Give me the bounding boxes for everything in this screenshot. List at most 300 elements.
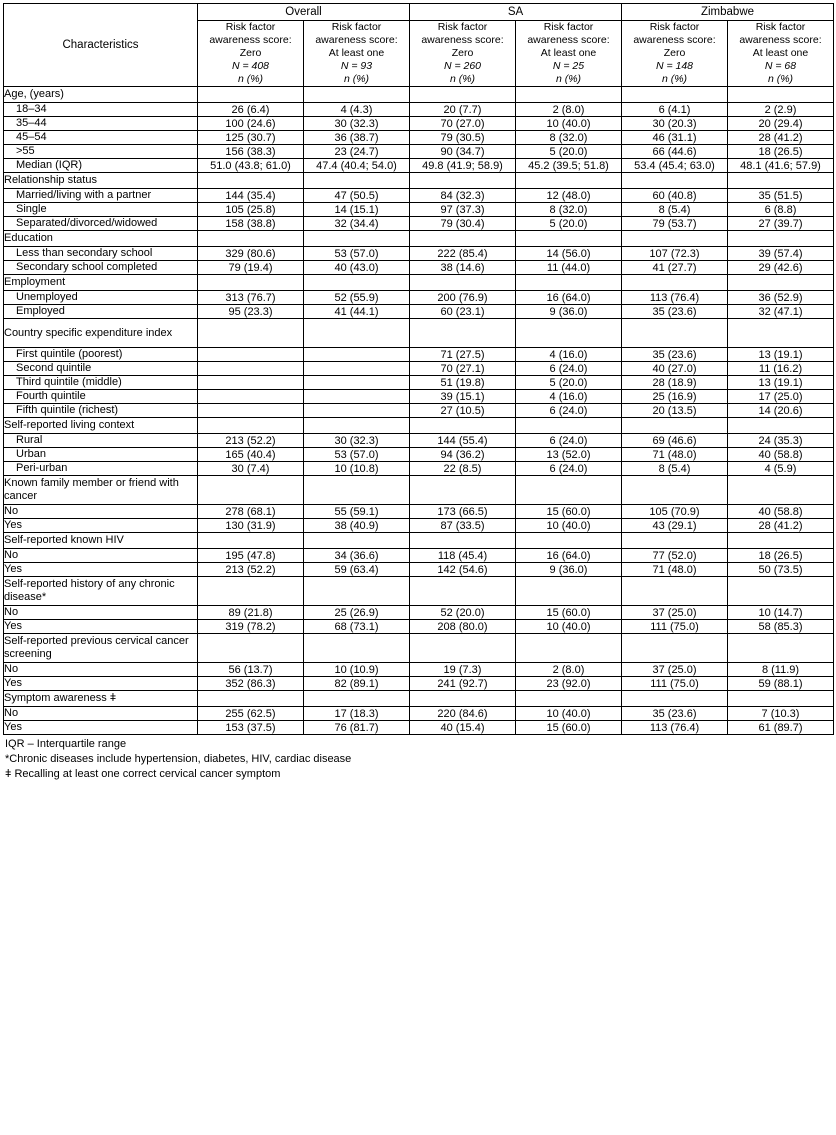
- row-label: Yes: [4, 620, 198, 634]
- colhdr-line3: Zero: [451, 47, 474, 59]
- table-cell: 90 (34.7): [410, 145, 516, 159]
- table-cell: [728, 533, 834, 549]
- row-label: Yes: [4, 519, 198, 533]
- table-cell: [728, 173, 834, 189]
- table-cell: 9 (36.0): [516, 563, 622, 577]
- row-label: First quintile (poorest): [4, 348, 198, 362]
- table-cell: [304, 348, 410, 362]
- table-cell: 200 (76.9): [410, 291, 516, 305]
- table-row: [4, 677, 834, 691]
- table-cell: [304, 476, 410, 505]
- footnotes: [3, 735, 833, 782]
- colhdr-line2: awareness score:: [209, 34, 292, 46]
- table-head: [4, 4, 834, 87]
- table-cell: 84 (32.3): [410, 189, 516, 203]
- group-header-sa: SA: [410, 4, 622, 21]
- table-cell: 79 (53.7): [622, 217, 728, 231]
- table-cell: 5 (20.0): [516, 145, 622, 159]
- table-row: [4, 707, 834, 721]
- row-label: Self-reported history of any chronic disease*: [4, 577, 198, 606]
- table-cell: 70 (27.1): [410, 362, 516, 376]
- table-cell: 144 (35.4): [198, 189, 304, 203]
- table-cell: 76 (81.7): [304, 721, 410, 735]
- row-label: Self-reported known HIV: [4, 533, 198, 549]
- table-cell: 34 (36.6): [304, 549, 410, 563]
- table-cell: 220 (84.6): [410, 707, 516, 721]
- table-cell: 17 (18.3): [304, 707, 410, 721]
- table-cell: 6 (8.8): [728, 203, 834, 217]
- table-cell: [516, 418, 622, 434]
- table-cell: 2 (2.9): [728, 103, 834, 117]
- table-cell: [410, 275, 516, 291]
- row-label: No: [4, 606, 198, 620]
- colhdr-line2: awareness score:: [527, 34, 610, 46]
- table-cell: 56 (13.7): [198, 663, 304, 677]
- table-cell: 142 (54.6): [410, 563, 516, 577]
- table-cell: 87 (33.5): [410, 519, 516, 533]
- table-cell: [622, 87, 728, 103]
- table-cell: 5 (20.0): [516, 376, 622, 390]
- table-cell: 24 (35.3): [728, 434, 834, 448]
- colhdr-line5: n (%): [237, 73, 264, 85]
- characteristics-table: [3, 3, 834, 735]
- table-cell: 36 (52.9): [728, 291, 834, 305]
- table-cell: [516, 231, 622, 247]
- table-cell: 319 (78.2): [198, 620, 304, 634]
- column-header-zimbabwe-zero: [622, 21, 728, 87]
- table-row: [4, 217, 834, 231]
- table-cell: 19 (7.3): [410, 663, 516, 677]
- table-row: [4, 261, 834, 275]
- table-cell: 60 (40.8): [622, 189, 728, 203]
- table-cell: [622, 577, 728, 606]
- colhdr-line4: N = 408: [231, 60, 270, 72]
- colhdr-line4: N = 260: [443, 60, 482, 72]
- table-cell: [198, 533, 304, 549]
- group-header-overall: Overall: [198, 4, 410, 21]
- table-cell: 2 (8.0): [516, 103, 622, 117]
- table-row: [4, 173, 834, 189]
- table-cell: 111 (75.0): [622, 677, 728, 691]
- table-cell: 40 (58.8): [728, 505, 834, 519]
- table-row: [4, 721, 834, 735]
- table-cell: 156 (38.3): [198, 145, 304, 159]
- table-cell: [198, 376, 304, 390]
- colhdr-line5: n (%): [555, 73, 582, 85]
- table-cell: [410, 476, 516, 505]
- table-cell: [304, 634, 410, 663]
- table-cell: 28 (41.2): [728, 519, 834, 533]
- table-cell: 94 (36.2): [410, 448, 516, 462]
- table-row: [4, 247, 834, 261]
- table-cell: [516, 691, 622, 707]
- group-header-zimbabwe: Zimbabwe: [622, 4, 834, 21]
- table-cell: 5 (20.0): [516, 217, 622, 231]
- table-cell: [198, 231, 304, 247]
- table-cell: 77 (52.0): [622, 549, 728, 563]
- table-cell: [516, 275, 622, 291]
- table-cell: [304, 376, 410, 390]
- row-label: Yes: [4, 677, 198, 691]
- table-cell: 8 (5.4): [622, 462, 728, 476]
- table-cell: 39 (15.1): [410, 390, 516, 404]
- table-cell: [410, 231, 516, 247]
- table-cell: [728, 691, 834, 707]
- table-row: [4, 362, 834, 376]
- table-cell: 11 (44.0): [516, 261, 622, 275]
- table-cell: 23 (92.0): [516, 677, 622, 691]
- table-cell: 68 (73.1): [304, 620, 410, 634]
- table-cell: [516, 577, 622, 606]
- table-cell: 59 (63.4): [304, 563, 410, 577]
- table-cell: 10 (40.0): [516, 117, 622, 131]
- colhdr-line5: n (%): [661, 73, 688, 85]
- colhdr-line1: Risk factor: [543, 21, 594, 33]
- table-cell: 6 (24.0): [516, 462, 622, 476]
- table-row: [4, 563, 834, 577]
- table-row: [4, 376, 834, 390]
- table-cell: 10 (40.0): [516, 620, 622, 634]
- table-cell: [516, 476, 622, 505]
- table-row: [4, 505, 834, 519]
- table-cell: 11 (16.2): [728, 362, 834, 376]
- table-cell: 329 (80.6): [198, 247, 304, 261]
- table-row: [4, 231, 834, 247]
- table-cell: [304, 362, 410, 376]
- table-cell: 95 (23.3): [198, 305, 304, 319]
- row-label: Known family member or friend with cancer: [4, 476, 198, 505]
- table-cell: 15 (60.0): [516, 721, 622, 735]
- table-cell: 50 (73.5): [728, 563, 834, 577]
- table-cell: 79 (30.5): [410, 131, 516, 145]
- table-cell: 13 (19.1): [728, 376, 834, 390]
- table-cell: 278 (68.1): [198, 505, 304, 519]
- table-cell: 60 (23.1): [410, 305, 516, 319]
- table-cell: 2 (8.0): [516, 663, 622, 677]
- table-row: [4, 606, 834, 620]
- table-cell: [304, 404, 410, 418]
- table-cell: [198, 348, 304, 362]
- table-cell: [622, 691, 728, 707]
- colhdr-line2: awareness score:: [315, 34, 398, 46]
- table-cell: 40 (58.8): [728, 448, 834, 462]
- table-row: [4, 418, 834, 434]
- table-cell: [198, 87, 304, 103]
- colhdr-line1: Risk factor: [755, 21, 806, 33]
- table-cell: 10 (40.0): [516, 707, 622, 721]
- table-cell: [410, 319, 516, 348]
- table-cell: [622, 231, 728, 247]
- table-cell: 12 (48.0): [516, 189, 622, 203]
- table-cell: 70 (27.0): [410, 117, 516, 131]
- table-cell: 105 (70.9): [622, 505, 728, 519]
- table-cell: [728, 577, 834, 606]
- table-cell: [410, 691, 516, 707]
- table-cell: [728, 87, 834, 103]
- table-cell: 15 (60.0): [516, 606, 622, 620]
- table-row: [4, 549, 834, 563]
- table-cell: 46 (31.1): [622, 131, 728, 145]
- table-cell: 241 (92.7): [410, 677, 516, 691]
- table-cell: [198, 691, 304, 707]
- table-cell: [516, 319, 622, 348]
- colhdr-line4: N = 148: [655, 60, 694, 72]
- table-cell: 6 (24.0): [516, 404, 622, 418]
- table-cell: 41 (27.7): [622, 261, 728, 275]
- table-cell: 13 (19.1): [728, 348, 834, 362]
- table-cell: 118 (45.4): [410, 549, 516, 563]
- table-cell: 36 (38.7): [304, 131, 410, 145]
- table-row: [4, 189, 834, 203]
- column-header-sa-zero: [410, 21, 516, 87]
- table-cell: 195 (47.8): [198, 549, 304, 563]
- table-cell: 4 (16.0): [516, 390, 622, 404]
- colhdr-line5: n (%): [343, 73, 370, 85]
- row-label: Separated/divorced/widowed: [4, 217, 198, 231]
- table-cell: 100 (24.6): [198, 117, 304, 131]
- table-cell: 37 (25.0): [622, 606, 728, 620]
- table-cell: 40 (43.0): [304, 261, 410, 275]
- colhdr-line5: n (%): [767, 73, 794, 85]
- table-cell: 48.1 (41.6; 57.9): [728, 159, 834, 173]
- table-cell: [198, 418, 304, 434]
- table-row: [4, 390, 834, 404]
- row-label: Yes: [4, 721, 198, 735]
- table-cell: 9 (36.0): [516, 305, 622, 319]
- table-cell: 40 (15.4): [410, 721, 516, 735]
- column-header-zimbabwe-atleastone: [728, 21, 834, 87]
- table-cell: 52 (55.9): [304, 291, 410, 305]
- table-cell: 165 (40.4): [198, 448, 304, 462]
- colhdr-line3: At least one: [328, 47, 385, 59]
- table-cell: 71 (27.5): [410, 348, 516, 362]
- row-label: Single: [4, 203, 198, 217]
- table-cell: [728, 231, 834, 247]
- colhdr-line5: n (%): [449, 73, 476, 85]
- colhdr-line3: Zero: [663, 47, 686, 59]
- table-cell: [304, 533, 410, 549]
- row-label: Second quintile: [4, 362, 198, 376]
- table-cell: 4 (5.9): [728, 462, 834, 476]
- table-cell: 37 (25.0): [622, 663, 728, 677]
- table-cell: 26 (6.4): [198, 103, 304, 117]
- table-cell: 17 (25.0): [728, 390, 834, 404]
- table-cell: 71 (48.0): [622, 563, 728, 577]
- table-cell: 32 (47.1): [728, 305, 834, 319]
- row-label: Symptom awareness ǂ: [4, 691, 198, 707]
- table-cell: 113 (76.4): [622, 291, 728, 305]
- table-cell: [410, 533, 516, 549]
- table-cell: [198, 634, 304, 663]
- row-label: Rural: [4, 434, 198, 448]
- table-cell: [728, 319, 834, 348]
- table-cell: 8 (32.0): [516, 203, 622, 217]
- table-cell: 61 (89.7): [728, 721, 834, 735]
- table-cell: 55 (59.1): [304, 505, 410, 519]
- table-row: [4, 476, 834, 505]
- row-label: Third quintile (middle): [4, 376, 198, 390]
- table-cell: 14 (56.0): [516, 247, 622, 261]
- row-label: No: [4, 505, 198, 519]
- colhdr-line3: At least one: [752, 47, 809, 59]
- table-cell: 69 (46.6): [622, 434, 728, 448]
- table-row: [4, 691, 834, 707]
- table-row: [4, 404, 834, 418]
- row-label: Unemployed: [4, 291, 198, 305]
- table-cell: 89 (21.8): [198, 606, 304, 620]
- table-row: [4, 448, 834, 462]
- table-cell: 53 (57.0): [304, 247, 410, 261]
- table-row: [4, 145, 834, 159]
- table-cell: 32 (34.4): [304, 217, 410, 231]
- table-row: [4, 348, 834, 362]
- table-cell: 13 (52.0): [516, 448, 622, 462]
- table-cell: 113 (76.4): [622, 721, 728, 735]
- table-cell: 10 (14.7): [728, 606, 834, 620]
- table-cell: 208 (80.0): [410, 620, 516, 634]
- column-header-characteristics: Characteristics: [4, 4, 198, 87]
- table-row: [4, 275, 834, 291]
- table-cell: 41 (44.1): [304, 305, 410, 319]
- table-cell: 352 (86.3): [198, 677, 304, 691]
- row-label: Fourth quintile: [4, 390, 198, 404]
- row-label: >55: [4, 145, 198, 159]
- table-cell: 4 (16.0): [516, 348, 622, 362]
- table-cell: 10 (40.0): [516, 519, 622, 533]
- table-cell: [304, 173, 410, 189]
- table-cell: [304, 691, 410, 707]
- table-cell: [622, 275, 728, 291]
- table-cell: 14 (15.1): [304, 203, 410, 217]
- row-label: Secondary school completed: [4, 261, 198, 275]
- table-cell: [410, 634, 516, 663]
- table-cell: 79 (30.4): [410, 217, 516, 231]
- table-cell: 20 (29.4): [728, 117, 834, 131]
- table-cell: [304, 231, 410, 247]
- table-cell: 125 (30.7): [198, 131, 304, 145]
- row-label: 45–54: [4, 131, 198, 145]
- table-cell: 25 (16.9): [622, 390, 728, 404]
- table-cell: 213 (52.2): [198, 563, 304, 577]
- table-cell: 14 (20.6): [728, 404, 834, 418]
- row-label: Age, (years): [4, 87, 198, 103]
- table-row: [4, 533, 834, 549]
- table-cell: 6 (4.1): [622, 103, 728, 117]
- colhdr-line2: awareness score:: [421, 34, 504, 46]
- colhdr-line2: awareness score:: [633, 34, 716, 46]
- table-cell: 51 (19.8): [410, 376, 516, 390]
- table-cell: [304, 319, 410, 348]
- group-header-row: [4, 4, 834, 21]
- colhdr-line1: Risk factor: [437, 21, 488, 33]
- table-cell: 15 (60.0): [516, 505, 622, 519]
- table-cell: 153 (37.5): [198, 721, 304, 735]
- table-cell: [622, 173, 728, 189]
- colhdr-line1: Risk factor: [225, 21, 276, 33]
- table-cell: 30 (32.3): [304, 117, 410, 131]
- table-cell: 8 (32.0): [516, 131, 622, 145]
- table-cell: 111 (75.0): [622, 620, 728, 634]
- row-label: Fifth quintile (richest): [4, 404, 198, 418]
- table-cell: 59 (88.1): [728, 677, 834, 691]
- table-cell: 82 (89.1): [304, 677, 410, 691]
- table-cell: [728, 275, 834, 291]
- table-cell: 30 (7.4): [198, 462, 304, 476]
- table-cell: [622, 634, 728, 663]
- table-cell: [198, 173, 304, 189]
- table-cell: [410, 418, 516, 434]
- table-cell: 97 (37.3): [410, 203, 516, 217]
- table-cell: [198, 362, 304, 376]
- table-cell: 27 (10.5): [410, 404, 516, 418]
- colhdr-line2: awareness score:: [739, 34, 822, 46]
- table-cell: 35 (23.6): [622, 348, 728, 362]
- table-cell: [304, 577, 410, 606]
- table-cell: 47 (50.5): [304, 189, 410, 203]
- table-row: [4, 87, 834, 103]
- row-label: Self-reported previous cervical cancer screening: [4, 634, 198, 663]
- footnote-chronic: *Chronic diseases include hypertension, diabetes, HIV, cardiac disease: [5, 753, 352, 765]
- table-cell: [516, 533, 622, 549]
- table-cell: 51.0 (43.8; 61.0): [198, 159, 304, 173]
- row-label: 18–34: [4, 103, 198, 117]
- colhdr-line3: Zero: [239, 47, 262, 59]
- table-cell: 35 (51.5): [728, 189, 834, 203]
- table-cell: 22 (8.5): [410, 462, 516, 476]
- table-cell: [622, 476, 728, 505]
- colhdr-line1: Risk factor: [649, 21, 700, 33]
- table-cell: 20 (13.5): [622, 404, 728, 418]
- table-cell: 23 (24.7): [304, 145, 410, 159]
- row-label: Urban: [4, 448, 198, 462]
- table-cell: 16 (64.0): [516, 549, 622, 563]
- row-label: Yes: [4, 563, 198, 577]
- table-row: [4, 434, 834, 448]
- table-cell: [198, 275, 304, 291]
- table-row: [4, 131, 834, 145]
- table-cell: [410, 87, 516, 103]
- table-cell: 28 (18.9): [622, 376, 728, 390]
- table-cell: 4 (4.3): [304, 103, 410, 117]
- colhdr-line1: Risk factor: [331, 21, 382, 33]
- table-cell: 105 (25.8): [198, 203, 304, 217]
- row-label: 35–44: [4, 117, 198, 131]
- table-body: [4, 87, 834, 735]
- table-row: [4, 203, 834, 217]
- table-row: [4, 620, 834, 634]
- table-cell: [410, 173, 516, 189]
- column-header-sa-atleastone: [516, 21, 622, 87]
- table-cell: 45.2 (39.5; 51.8): [516, 159, 622, 173]
- table-cell: 29 (42.6): [728, 261, 834, 275]
- table-cell: 20 (7.7): [410, 103, 516, 117]
- table-row: [4, 117, 834, 131]
- table-cell: 158 (38.8): [198, 217, 304, 231]
- row-label: Relationship status: [4, 173, 198, 189]
- table-cell: 47.4 (40.4; 54.0): [304, 159, 410, 173]
- table-cell: 79 (19.4): [198, 261, 304, 275]
- footnote-iqr: IQR – Interquartile range: [5, 738, 127, 750]
- table-cell: [728, 476, 834, 505]
- row-label: Median (IQR): [4, 159, 198, 173]
- table-row: [4, 103, 834, 117]
- table-cell: 53.4 (45.4; 63.0): [622, 159, 728, 173]
- table-cell: 8 (11.9): [728, 663, 834, 677]
- row-label: Married/living with a partner: [4, 189, 198, 203]
- colhdr-line3: At least one: [540, 47, 597, 59]
- table-cell: 58 (85.3): [728, 620, 834, 634]
- table-cell: 35 (23.6): [622, 305, 728, 319]
